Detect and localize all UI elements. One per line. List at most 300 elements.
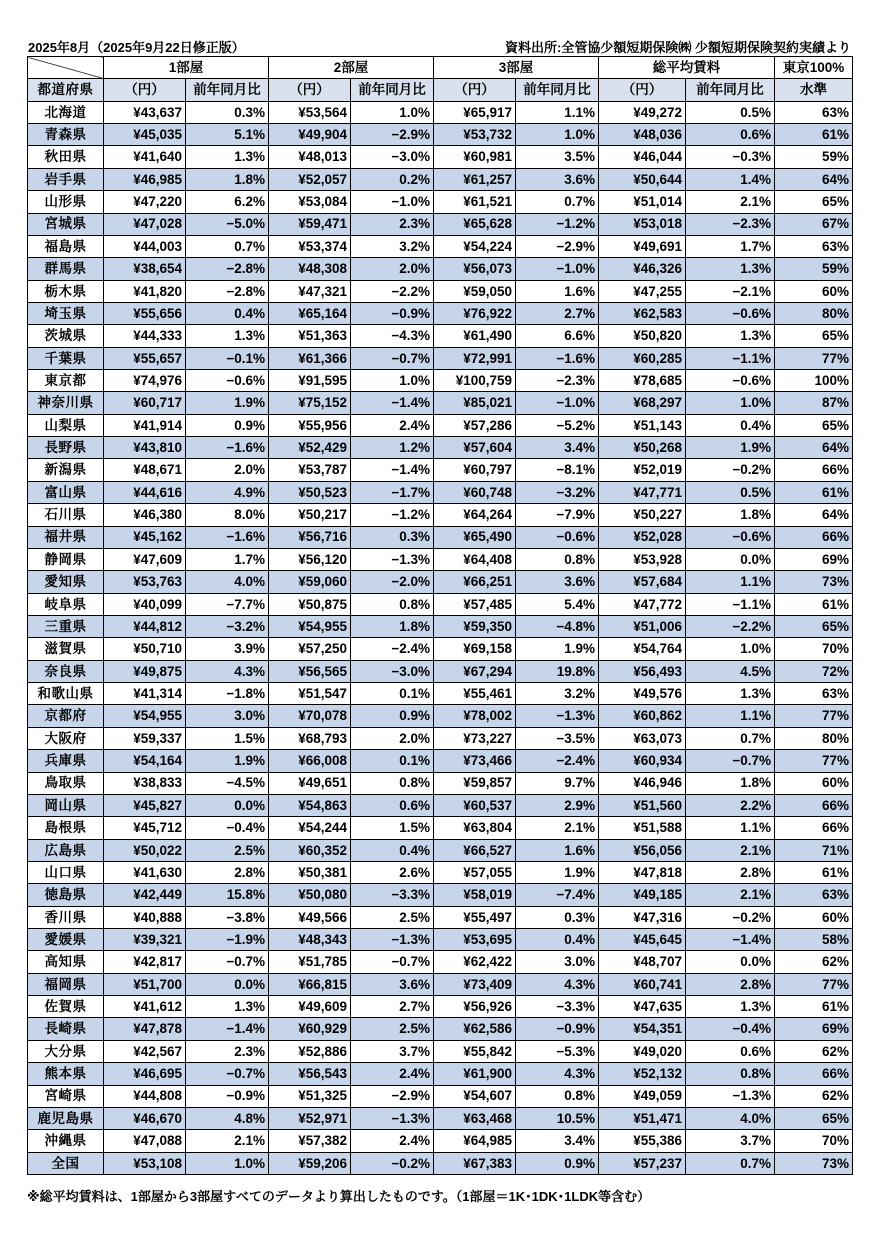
yoy-3room: −2.9% <box>516 235 599 257</box>
yoy-3room: −1.6% <box>516 347 599 369</box>
tokyo-level: 60% <box>775 906 853 928</box>
yoy-2room: 0.8% <box>351 772 434 794</box>
yoy-average: 0.5% <box>686 101 775 123</box>
tokyo-level: 100% <box>775 370 853 392</box>
yoy-average: 0.0% <box>686 548 775 570</box>
rent-1room: ¥53,108 <box>104 1152 186 1174</box>
prefecture-name: 長野県 <box>28 437 104 459</box>
yoy-3room: 6.6% <box>516 325 599 347</box>
rent-2room: ¥49,651 <box>269 772 351 794</box>
yoy-1room: 5.1% <box>186 124 269 146</box>
rent-3room: ¥66,251 <box>434 571 516 593</box>
yoy-1room: −0.9% <box>186 1085 269 1107</box>
rent-2room: ¥49,904 <box>269 124 351 146</box>
rent-3room: ¥65,490 <box>434 526 516 548</box>
rent-2room: ¥75,152 <box>269 392 351 414</box>
rent-1room: ¥45,712 <box>104 817 186 839</box>
tokyo-level: 64% <box>775 437 853 459</box>
rent-1room: ¥39,321 <box>104 929 186 951</box>
yoy-2room: 2.4% <box>351 414 434 436</box>
yoy-average: −2.2% <box>686 615 775 637</box>
table-row <box>28 817 853 839</box>
yoy-3room: 3.2% <box>516 683 599 705</box>
yoy-average: 1.9% <box>686 437 775 459</box>
rent-3room: ¥62,422 <box>434 951 516 973</box>
tokyo-level: 65% <box>775 414 853 436</box>
yoy-3room: 3.5% <box>516 146 599 168</box>
prefecture-name: 佐賀県 <box>28 996 104 1018</box>
yoy-average: 1.4% <box>686 168 775 190</box>
tokyo-level: 66% <box>775 817 853 839</box>
prefecture-name: 岡山県 <box>28 794 104 816</box>
rent-average: ¥49,059 <box>599 1085 686 1107</box>
rent-3room: ¥60,981 <box>434 146 516 168</box>
prefecture-name: 兵庫県 <box>28 750 104 772</box>
yoy-3room: 5.4% <box>516 593 599 615</box>
rent-1room: ¥59,337 <box>104 727 186 749</box>
yoy-average: 4.5% <box>686 660 775 682</box>
yoy-average: 1.1% <box>686 571 775 593</box>
yoy-1room: 0.4% <box>186 302 269 324</box>
prefecture-name: 北海道 <box>28 101 104 123</box>
rent-average: ¥51,471 <box>599 1107 686 1129</box>
yoy-1room: 15.8% <box>186 884 269 906</box>
table-row <box>28 683 853 705</box>
header-yoy-average: 前年同月比 <box>686 79 775 101</box>
rent-3room: ¥56,926 <box>434 996 516 1018</box>
yoy-3room: 0.7% <box>516 191 599 213</box>
rent-average: ¥50,820 <box>599 325 686 347</box>
yoy-2room: 1.0% <box>351 370 434 392</box>
rent-average: ¥46,946 <box>599 772 686 794</box>
rent-3room: ¥69,158 <box>434 638 516 660</box>
prefecture-name: 山口県 <box>28 861 104 883</box>
rent-average: ¥49,691 <box>599 235 686 257</box>
data-source-note: 資料出所:全管協少額短期保険㈱ 少額短期保険契約実績より <box>505 40 851 55</box>
yoy-1room: −1.8% <box>186 683 269 705</box>
yoy-1room: 0.3% <box>186 101 269 123</box>
yoy-1room: 3.0% <box>186 705 269 727</box>
yoy-3room: −1.2% <box>516 213 599 235</box>
yoy-1room: −0.7% <box>186 951 269 973</box>
rent-3room: ¥67,383 <box>434 1152 516 1174</box>
yoy-1room: −0.6% <box>186 370 269 392</box>
table-row <box>28 794 853 816</box>
yoy-1room: 1.7% <box>186 548 269 570</box>
yoy-2room: 1.5% <box>351 817 434 839</box>
prefecture-name: 福島県 <box>28 235 104 257</box>
rent-1room: ¥50,022 <box>104 839 186 861</box>
yoy-average: −0.6% <box>686 526 775 548</box>
rent-2room: ¥50,080 <box>269 884 351 906</box>
yoy-average: 1.3% <box>686 996 775 1018</box>
yoy-2room: 2.4% <box>351 1130 434 1152</box>
yoy-2room: 1.0% <box>351 101 434 123</box>
rent-average: ¥48,036 <box>599 124 686 146</box>
yoy-1room: −3.2% <box>186 615 269 637</box>
yoy-1room: −2.8% <box>186 280 269 302</box>
prefecture-name: 愛媛県 <box>28 929 104 951</box>
yoy-1room: −1.6% <box>186 437 269 459</box>
tokyo-level: 69% <box>775 548 853 570</box>
rent-1room: ¥47,028 <box>104 213 186 235</box>
tokyo-level: 61% <box>775 861 853 883</box>
yoy-1room: −2.8% <box>186 258 269 280</box>
rent-average: ¥46,044 <box>599 146 686 168</box>
yoy-average: 1.0% <box>686 392 775 414</box>
rent-1room: ¥51,700 <box>104 973 186 995</box>
prefecture-name: 群馬県 <box>28 258 104 280</box>
tokyo-level: 64% <box>775 504 853 526</box>
rent-2room: ¥66,008 <box>269 750 351 772</box>
group-header-3room: 3部屋 <box>434 57 599 79</box>
yoy-average: 1.7% <box>686 235 775 257</box>
rent-average: ¥48,707 <box>599 951 686 973</box>
prefecture-name: 岐阜県 <box>28 593 104 615</box>
table-row <box>28 660 853 682</box>
prefecture-name: 和歌山県 <box>28 683 104 705</box>
rent-average: ¥53,928 <box>599 548 686 570</box>
yoy-2room: 2.5% <box>351 906 434 928</box>
rent-3room: ¥55,842 <box>434 1040 516 1062</box>
header-yoy-3room: 前年同月比 <box>516 79 599 101</box>
rent-3room: ¥57,485 <box>434 593 516 615</box>
yoy-1room: −0.1% <box>186 347 269 369</box>
rent-1room: ¥47,609 <box>104 548 186 570</box>
group-header-2room: 2部屋 <box>269 57 434 79</box>
yoy-average: 1.1% <box>686 705 775 727</box>
rent-average: ¥49,185 <box>599 884 686 906</box>
yoy-3room: 2.1% <box>516 817 599 839</box>
rent-average: ¥57,684 <box>599 571 686 593</box>
rent-3room: ¥56,073 <box>434 258 516 280</box>
yoy-average: 3.7% <box>686 1130 775 1152</box>
tokyo-level: 65% <box>775 615 853 637</box>
yoy-1room: 2.3% <box>186 1040 269 1062</box>
prefecture-name: 富山県 <box>28 481 104 503</box>
yoy-3room: 2.7% <box>516 302 599 324</box>
sub-header-row <box>28 79 853 101</box>
rent-2room: ¥48,343 <box>269 929 351 951</box>
rent-1room: ¥60,717 <box>104 392 186 414</box>
table-row <box>28 884 853 906</box>
yoy-1room: 4.0% <box>186 571 269 593</box>
rent-1room: ¥43,637 <box>104 101 186 123</box>
rent-2room: ¥52,886 <box>269 1040 351 1062</box>
yoy-2room: 2.0% <box>351 727 434 749</box>
yoy-2room: 2.7% <box>351 996 434 1018</box>
rent-2room: ¥60,352 <box>269 839 351 861</box>
yoy-3room: −0.9% <box>516 1018 599 1040</box>
table-row <box>28 347 853 369</box>
tokyo-level: 71% <box>775 839 853 861</box>
rent-average: ¥49,020 <box>599 1040 686 1062</box>
rent-1room: ¥44,812 <box>104 615 186 637</box>
yoy-average: 0.7% <box>686 727 775 749</box>
yoy-average: 0.6% <box>686 124 775 146</box>
group-header-1room: 1部屋 <box>104 57 269 79</box>
table-row <box>28 929 853 951</box>
table-row <box>28 437 853 459</box>
yoy-average: −1.3% <box>686 1085 775 1107</box>
tokyo-level: 62% <box>775 951 853 973</box>
yoy-3room: 3.0% <box>516 951 599 973</box>
rent-3room: ¥57,286 <box>434 414 516 436</box>
rent-average: ¥51,560 <box>599 794 686 816</box>
rent-1room: ¥44,808 <box>104 1085 186 1107</box>
rent-average: ¥60,741 <box>599 973 686 995</box>
table-body <box>28 101 853 1174</box>
tokyo-level: 58% <box>775 929 853 951</box>
rent-average: ¥47,771 <box>599 481 686 503</box>
footer-note: ※総平均賃料は、1部屋から3部屋すべてのデータより算出したものです。（1部屋＝1K･1DK･1LDK等含む） <box>27 1189 651 1204</box>
rent-1room: ¥48,671 <box>104 459 186 481</box>
rent-average: ¥49,576 <box>599 683 686 705</box>
rent-3room: ¥54,224 <box>434 235 516 257</box>
table-row <box>28 1040 853 1062</box>
rent-2room: ¥54,244 <box>269 817 351 839</box>
tokyo-level: 62% <box>775 1040 853 1062</box>
yoy-3room: 0.8% <box>516 1085 599 1107</box>
rent-average: ¥68,297 <box>599 392 686 414</box>
yoy-3room: 9.7% <box>516 772 599 794</box>
prefecture-name: 島根県 <box>28 817 104 839</box>
rent-1room: ¥42,567 <box>104 1040 186 1062</box>
rent-1room: ¥46,695 <box>104 1063 186 1085</box>
yoy-2room: −2.4% <box>351 638 434 660</box>
table-row <box>28 638 853 660</box>
rent-3room: ¥61,257 <box>434 168 516 190</box>
prefecture-name: 福岡県 <box>28 973 104 995</box>
tokyo-level: 65% <box>775 325 853 347</box>
header-yen-1room: （円） <box>104 79 186 101</box>
header-corner-cell <box>28 57 104 79</box>
group-header-tokyo: 東京100% <box>775 57 853 79</box>
yoy-1room: 4.9% <box>186 481 269 503</box>
yoy-1room: 1.3% <box>186 996 269 1018</box>
tokyo-level: 87% <box>775 392 853 414</box>
tokyo-level: 80% <box>775 727 853 749</box>
yoy-average: 2.8% <box>686 861 775 883</box>
prefecture-name: 大分県 <box>28 1040 104 1062</box>
yoy-average: −0.2% <box>686 906 775 928</box>
prefecture-name: 滋賀県 <box>28 638 104 660</box>
rent-average: ¥45,645 <box>599 929 686 951</box>
yoy-2room: −0.9% <box>351 302 434 324</box>
yoy-1room: 2.8% <box>186 861 269 883</box>
rent-3room: ¥64,408 <box>434 548 516 570</box>
rent-average: ¥63,073 <box>599 727 686 749</box>
yoy-1room: −7.7% <box>186 593 269 615</box>
yoy-3room: 0.3% <box>516 906 599 928</box>
rent-2room: ¥53,374 <box>269 235 351 257</box>
yoy-2room: 2.5% <box>351 1018 434 1040</box>
yoy-3room: −1.0% <box>516 258 599 280</box>
rent-3room: ¥58,019 <box>434 884 516 906</box>
rent-3room: ¥85,021 <box>434 392 516 414</box>
tokyo-level: 72% <box>775 660 853 682</box>
rent-average: ¥60,285 <box>599 347 686 369</box>
table-row <box>28 235 853 257</box>
table-row <box>28 392 853 414</box>
rent-2room: ¥60,929 <box>269 1018 351 1040</box>
rent-1room: ¥46,380 <box>104 504 186 526</box>
table-row <box>28 504 853 526</box>
rent-3room: ¥57,055 <box>434 861 516 883</box>
rent-1room: ¥46,670 <box>104 1107 186 1129</box>
rent-2room: ¥56,120 <box>269 548 351 570</box>
rent-1room: ¥74,976 <box>104 370 186 392</box>
tokyo-level: 66% <box>775 794 853 816</box>
tokyo-level: 62% <box>775 1085 853 1107</box>
rent-average: ¥62,583 <box>599 302 686 324</box>
prefecture-name: 静岡県 <box>28 548 104 570</box>
rent-average: ¥55,386 <box>599 1130 686 1152</box>
tokyo-level: 61% <box>775 481 853 503</box>
prefecture-name: 高知県 <box>28 951 104 973</box>
yoy-average: −0.4% <box>686 1018 775 1040</box>
table-row <box>28 705 853 727</box>
table-row <box>28 772 853 794</box>
table-row <box>28 213 853 235</box>
tokyo-level: 66% <box>775 526 853 548</box>
yoy-2room: 2.4% <box>351 1063 434 1085</box>
prefecture-name: 奈良県 <box>28 660 104 682</box>
table-row <box>28 526 853 548</box>
rent-2room: ¥50,875 <box>269 593 351 615</box>
table-row <box>28 1018 853 1040</box>
yoy-2room: −2.0% <box>351 571 434 593</box>
rent-3room: ¥59,050 <box>434 280 516 302</box>
rent-average: ¥60,862 <box>599 705 686 727</box>
rent-3room: ¥61,490 <box>434 325 516 347</box>
tokyo-level: 65% <box>775 191 853 213</box>
report-period-title: 2025年8月（2025年9月22日修正版） <box>28 40 245 55</box>
rent-2room: ¥55,956 <box>269 414 351 436</box>
rent-3room: ¥64,264 <box>434 504 516 526</box>
yoy-2room: 0.2% <box>351 168 434 190</box>
rent-average: ¥51,006 <box>599 615 686 637</box>
table-row <box>28 750 853 772</box>
yoy-3room: 0.9% <box>516 1152 599 1174</box>
table-row <box>28 996 853 1018</box>
rent-table <box>27 56 853 1175</box>
rent-2room: ¥68,793 <box>269 727 351 749</box>
yoy-average: −1.4% <box>686 929 775 951</box>
rent-1room: ¥47,878 <box>104 1018 186 1040</box>
tokyo-level: 60% <box>775 772 853 794</box>
rent-1room: ¥43,810 <box>104 437 186 459</box>
prefecture-name: 沖縄県 <box>28 1130 104 1152</box>
yoy-1room: 2.0% <box>186 459 269 481</box>
rent-average: ¥50,268 <box>599 437 686 459</box>
yoy-3room: 1.1% <box>516 101 599 123</box>
rent-2room: ¥65,164 <box>269 302 351 324</box>
rent-3room: ¥65,917 <box>434 101 516 123</box>
rent-2room: ¥59,206 <box>269 1152 351 1174</box>
group-header-average: 総平均賃料 <box>599 57 775 79</box>
yoy-2room: 2.0% <box>351 258 434 280</box>
yoy-1room: −0.4% <box>186 817 269 839</box>
rent-2room: ¥61,366 <box>269 347 351 369</box>
rent-3room: ¥55,497 <box>434 906 516 928</box>
yoy-average: −0.2% <box>686 459 775 481</box>
rent-average: ¥50,644 <box>599 168 686 190</box>
yoy-average: 1.3% <box>686 258 775 280</box>
yoy-1room: 1.8% <box>186 168 269 190</box>
yoy-3room: 3.4% <box>516 437 599 459</box>
rent-1room: ¥55,657 <box>104 347 186 369</box>
rent-2room: ¥56,565 <box>269 660 351 682</box>
prefecture-name: 大阪府 <box>28 727 104 749</box>
prefecture-name: 青森県 <box>28 124 104 146</box>
yoy-average: 2.1% <box>686 191 775 213</box>
prefecture-name: 山形県 <box>28 191 104 213</box>
prefecture-name: 全国 <box>28 1152 104 1174</box>
rent-2room: ¥52,971 <box>269 1107 351 1129</box>
rent-2room: ¥50,523 <box>269 481 351 503</box>
yoy-2room: −1.0% <box>351 191 434 213</box>
table-row <box>28 370 853 392</box>
yoy-1room: −3.8% <box>186 906 269 928</box>
yoy-average: 2.1% <box>686 884 775 906</box>
yoy-2room: 0.8% <box>351 593 434 615</box>
rent-2room: ¥91,595 <box>269 370 351 392</box>
prefecture-name: 山梨県 <box>28 414 104 436</box>
yoy-3room: 3.6% <box>516 571 599 593</box>
yoy-1room: −4.5% <box>186 772 269 794</box>
table-row <box>28 168 853 190</box>
table-row <box>28 459 853 481</box>
tokyo-level: 63% <box>775 683 853 705</box>
rent-average: ¥47,316 <box>599 906 686 928</box>
yoy-2room: −1.4% <box>351 392 434 414</box>
yoy-1room: 1.5% <box>186 727 269 749</box>
prefecture-name: 石川県 <box>28 504 104 526</box>
rent-3room: ¥61,900 <box>434 1063 516 1085</box>
yoy-3room: −0.6% <box>516 526 599 548</box>
rent-average: ¥56,056 <box>599 839 686 861</box>
rent-1room: ¥50,710 <box>104 638 186 660</box>
rent-1room: ¥55,656 <box>104 302 186 324</box>
rent-2room: ¥49,609 <box>269 996 351 1018</box>
prefecture-name: 福井県 <box>28 526 104 548</box>
yoy-3room: 1.9% <box>516 638 599 660</box>
yoy-3room: −3.3% <box>516 996 599 1018</box>
rent-3room: ¥55,461 <box>434 683 516 705</box>
tokyo-level: 63% <box>775 101 853 123</box>
prefecture-name: 宮城県 <box>28 213 104 235</box>
prefecture-name: 鹿児島県 <box>28 1107 104 1129</box>
yoy-1room: 2.1% <box>186 1130 269 1152</box>
yoy-2room: 3.6% <box>351 973 434 995</box>
rent-1room: ¥42,817 <box>104 951 186 973</box>
table-row <box>28 1063 853 1085</box>
rent-average: ¥52,132 <box>599 1063 686 1085</box>
yoy-average: −0.6% <box>686 370 775 392</box>
yoy-1room: 0.9% <box>186 414 269 436</box>
table-row <box>28 325 853 347</box>
tokyo-level: 66% <box>775 459 853 481</box>
table-row <box>28 861 853 883</box>
rent-2room: ¥52,429 <box>269 437 351 459</box>
yoy-1room: −0.7% <box>186 1063 269 1085</box>
table-row <box>28 124 853 146</box>
yoy-1room: 2.5% <box>186 839 269 861</box>
table-row <box>28 1130 853 1152</box>
yoy-3room: −1.3% <box>516 705 599 727</box>
yoy-average: −1.1% <box>686 347 775 369</box>
